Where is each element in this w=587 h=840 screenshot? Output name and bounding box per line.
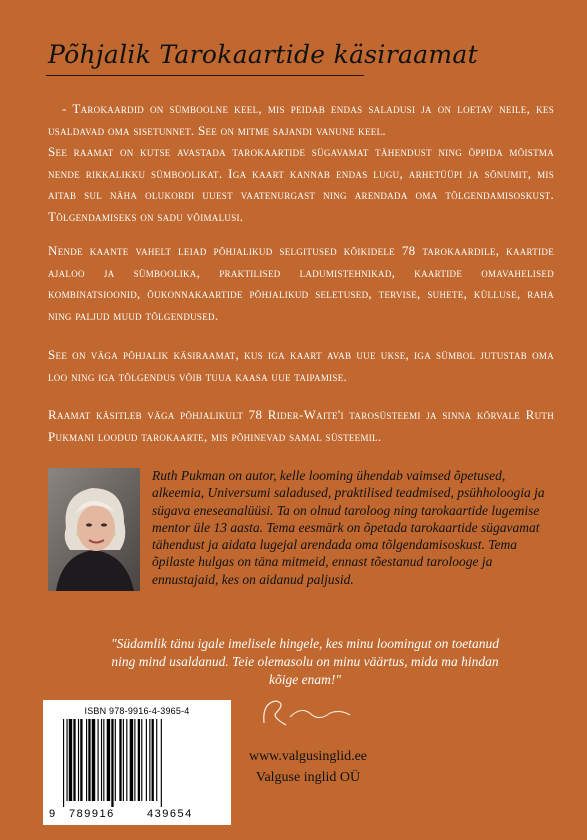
barcode-bar xyxy=(69,719,72,801)
barcode-bar xyxy=(138,719,140,801)
barcode-bar xyxy=(161,719,162,807)
barcode-bar xyxy=(86,719,87,801)
barcode-bar xyxy=(63,719,64,807)
barcode-bar xyxy=(130,719,133,801)
system-paragraph: Raamat käsitleb väga põhjalikult 78 Rider-Waite'i tarosüsteemi ja sinna kõrvale Ruth Pukmani loodud tarokaarte, mis põhinevad samal süsteemil. xyxy=(48,407,554,444)
title-underline xyxy=(46,75,364,76)
publisher-name: Valguse inglid OÜ xyxy=(255,770,361,785)
publisher-website[interactable]: www.valgusinglid.ee xyxy=(248,749,368,764)
contents-paragraph: Nende kaante vahelt leiad põhjalikud selgitused kõikidele 78 tarokaardile, kaartide ajaloo ja sümboolika, praktilised ladumistehnikad, kaartide omavahelised kombinatsioonid, õukonnakaartide põhjalikud seletused, tervise, suhete, külluse, raha ning paljud muud tõlgendused. xyxy=(48,243,554,323)
barcode-bar xyxy=(126,719,127,801)
barcode-bar xyxy=(101,719,102,801)
handbook-paragraph: See on väga põhjalik käsiraamat, kus iga kaart avab uue ukse, iga sümbol jutustab oma loo ning iga tõlgendus võib tuua kaasa uue taipamise. xyxy=(48,347,554,384)
barcode-bar xyxy=(88,719,90,801)
barcode-digits-left: 789916 xyxy=(69,808,115,820)
barcode-bar xyxy=(119,719,121,801)
barcode-bar xyxy=(134,719,135,801)
publisher-block xyxy=(230,746,386,788)
barcode-bar xyxy=(73,719,75,801)
author-signature xyxy=(252,693,362,733)
barcode-bar xyxy=(146,719,147,801)
author-bio: Ruth Pukman on autor, kelle looming ühendab vaimsed õpetused, alkeemia, Universumi saladused, praktilised teadmised, psühholoogia ja sügava eneseanalüüsi. Ta on olnud taroloog ning tarokaartide lugemise mentor üle 13 aasta. Tema eesmärk on õpetada tarokaartide sügavamat tähendust ja aidata lugejal arendada oma tõlgendamisoskust. Tema õpilaste hulgas on täna mitmeid, ennast tõestanud tarolooge ja ennustajaid, kes on aidanud paljusid. xyxy=(152,468,545,587)
intro-paragraph: - Tarokaardid on sümboolne keel, mis peidab endas saladusi ja on loetav neile, kes usaldavad oma sisetunnet. See on mitme sajandi vanune keel. xyxy=(48,101,554,138)
barcode-bars xyxy=(49,719,225,807)
barcode xyxy=(43,700,231,825)
barcode-digits-right: 439654 xyxy=(147,808,193,820)
barcode-bar xyxy=(103,719,104,801)
barcode-bar xyxy=(111,719,113,807)
barcode-digit-first: 9 xyxy=(49,808,57,820)
barcode-bar xyxy=(149,719,150,801)
barcode-bar xyxy=(66,719,67,801)
barcode-bar xyxy=(123,719,124,801)
barcode-bar xyxy=(156,719,157,801)
description-paragraph: See raamat on kutse avastada tarokaartide sügavamat tähendust ning õppida mõistma nende rikkalikku sümboolikat. Iga kaart kannab endas lugu, arhetüüpi ja sõnumit, mis aitab sul näha olukordi uuest vaatenurgast ning arendada oma tõlgendamisoskust. Tõlgendamiseks on sadu võimalusi. xyxy=(48,144,554,224)
isbn-label: ISBN 978-9916-4-3965-4 xyxy=(84,706,190,716)
barcode-bar xyxy=(92,719,95,801)
barcode-bar xyxy=(78,719,79,801)
book-title: Põhjalik Tarokaartide käsiraamat xyxy=(48,40,478,69)
author-photo xyxy=(48,468,140,591)
barcode-bar xyxy=(80,719,82,801)
barcode-bar xyxy=(141,719,142,801)
barcode-bar xyxy=(152,719,154,801)
barcode-bar xyxy=(107,719,110,801)
barcode-bar xyxy=(98,719,99,801)
barcode-bar xyxy=(115,719,116,801)
gratitude-quote: "Südamlik tänu igale imelisele hingele, kes minu loomingut on toetanud ning mind usaldanud. Teie olemasolu on minu väärtus, mida ma hindan kõige enam!" xyxy=(110,636,500,687)
